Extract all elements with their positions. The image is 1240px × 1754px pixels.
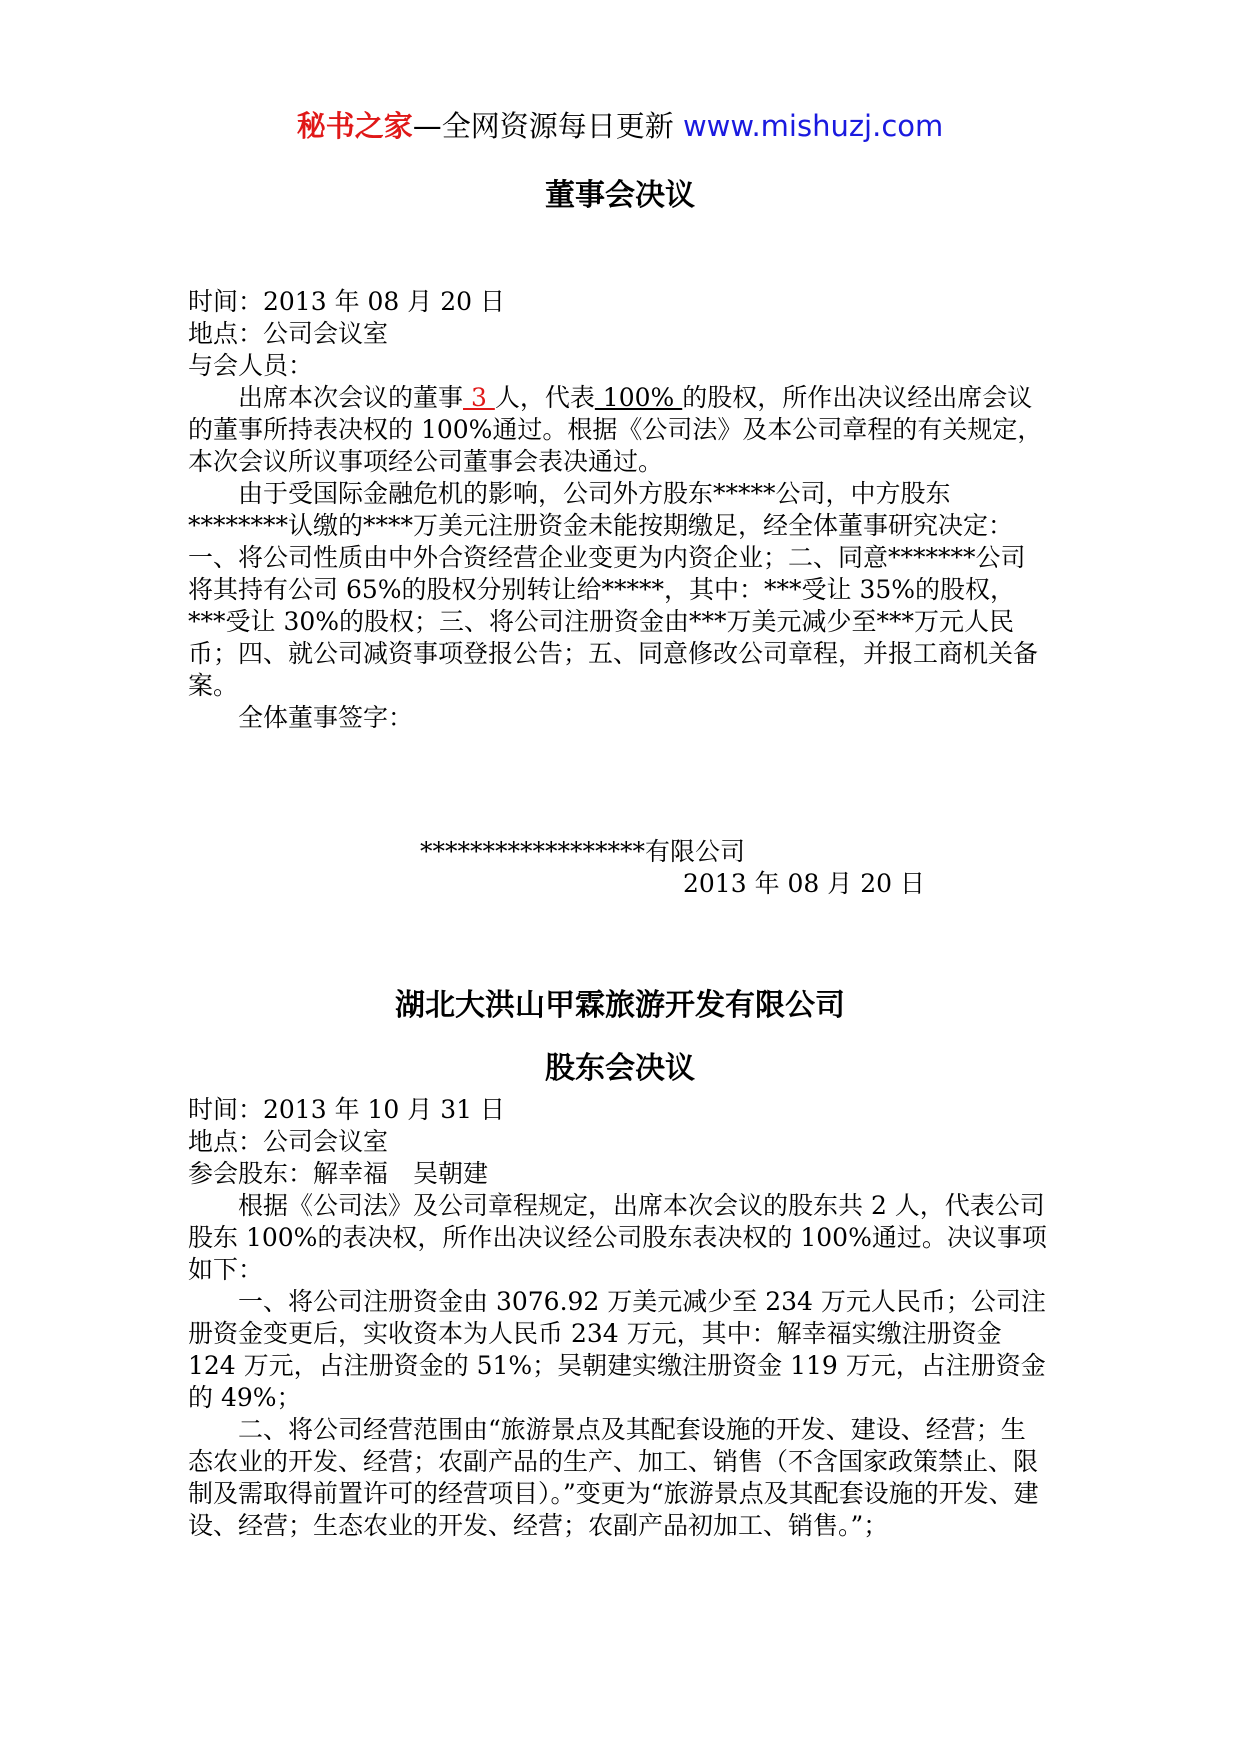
meeting-time: 时间：2013 年 08 月 20 日 <box>188 287 505 316</box>
meeting-place: 地点：公司会议室 <box>188 1127 389 1156</box>
shareholder-resolution-body <box>188 1094 1048 1542</box>
company-name-stamp: ******************有限公司 <box>420 837 746 866</box>
meeting-time: 时间：2013 年 10 月 31 日 <box>188 1095 505 1124</box>
site-header <box>0 104 1240 145</box>
attendees-label: 与会人员： <box>188 351 314 380</box>
company-title: 湖北大洪山甲霖旅游开发有限公司 <box>395 988 845 1023</box>
attendance-paragraph <box>188 382 1048 478</box>
board-resolution-body <box>188 286 1048 734</box>
intro-paragraph: 根据《公司法》及公司章程规定，出席本次会议的股东共 2 人，代表公司股东 100%的表决权，所作出决议经公司股东表决权的 100%通过。决议事项如下： <box>188 1191 1047 1284</box>
attendance-text-a: 出席本次会议的董事 <box>238 383 464 412</box>
attendance-text-b: 人，代表 <box>494 383 595 412</box>
attendance-text-c: 的股权，所作出决议经出席会议的董事所持表决权的 100%通过。根据《公司法》及本公司章程的有关规定，本次会议所议事项经公司董事会表决通过。 <box>188 383 1043 476</box>
resolution-date: 2013 年 08 月 20 日 <box>683 869 925 898</box>
equity-percentage: 100% <box>594 383 683 412</box>
resolution-item-1: 一、将公司注册资金由 3076.92 万美元减少至 234 万元人民币；公司注册资金变更后，实收资本为人民币 234 万元，其中：解幸福实缴注册资金 124 万元，占注册资金的 51%；吴朝建实缴注册资金 119 万元，占注册资金的 49%； <box>188 1287 1046 1412</box>
shareholders-list: 参会股东：解幸福 吴朝建 <box>188 1159 489 1188</box>
site-tagline: —全网资源每日更新 <box>412 109 683 143</box>
meeting-place: 地点：公司会议室 <box>188 319 389 348</box>
site-brand: 秘书之家 <box>296 109 413 143</box>
resolution-paragraph: 由于受国际金融危机的影响，公司外方股东*****公司，中方股东********认缴的****万美元注册资金未能按期缴足，经全体董事研究决定：一、将公司性质由中外合资经营企业变更为内资企业；二、同意*******公司将其持有公司 65%的股权分别转让给*****，其中：***受让 35%的股权，***受让 30%的股权；三、将公司注册资金由***万美元减少至***万元人民币；四、就公司减资事项登报公告；五、同意修改公司章程，并报工商机关备案。 <box>188 479 1039 700</box>
director-count: 3 <box>463 383 495 412</box>
site-url-link[interactable]: www.mishuzj.com <box>682 109 944 143</box>
shareholder-resolution-title: 股东会决议 <box>545 1051 695 1086</box>
signature-line: 全体董事签字： <box>238 703 414 732</box>
resolution-item-2: 二、将公司经营范围由“旅游景点及其配套设施的开发、建设、经营；生态农业的开发、经营；农副产品的生产、加工、销售（不含国家政策禁止、限制及需取得前置许可的经营项目）。”变更为“旅游景点及其配套设施的开发、建设、经营；生态农业的开发、经营；农副产品初加工、销售。”； <box>188 1415 1039 1540</box>
board-resolution-title: 董事会决议 <box>545 178 695 213</box>
